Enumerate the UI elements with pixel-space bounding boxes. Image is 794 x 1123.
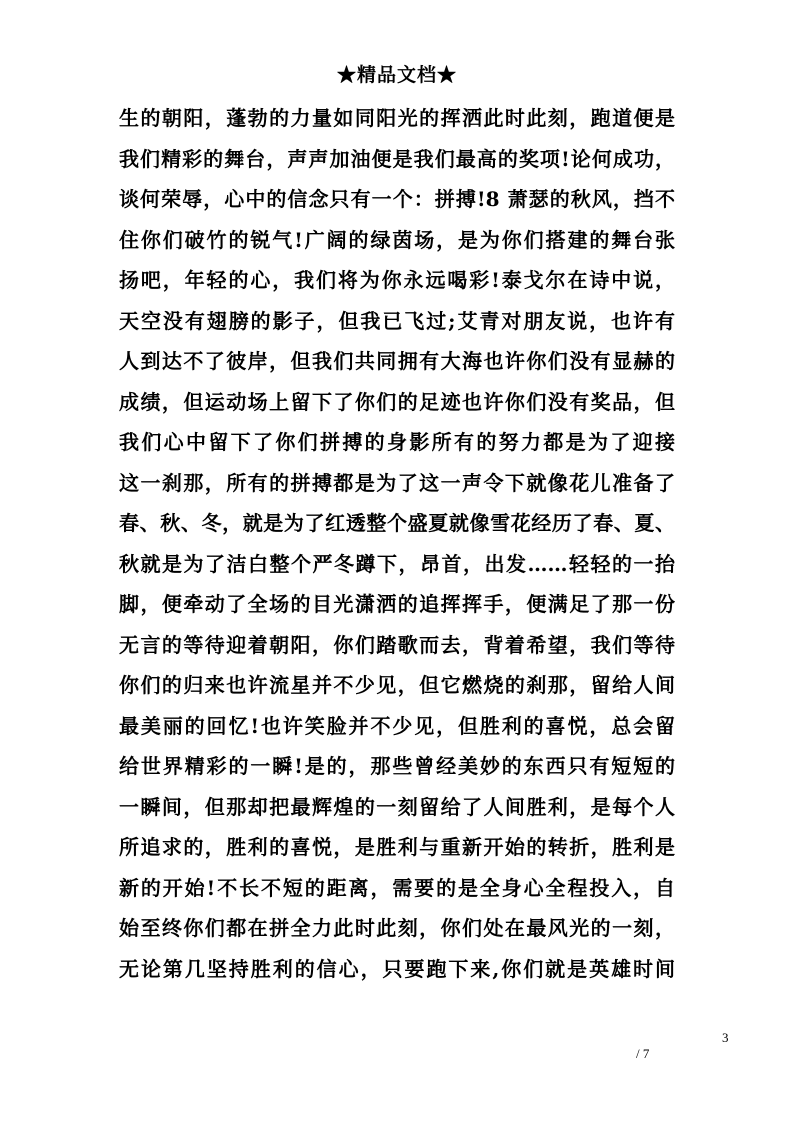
document-body xyxy=(119,98,675,989)
text-line-8: 成绩，但运动场上留下了你们的足迹也许你们没有奖品，但 xyxy=(119,389,675,414)
text-line-4: 住你们破竹的锐气!广阔的绿茵场，是为你们搭建的舞台张 xyxy=(119,227,675,252)
text-line-5: 扬吧，年轻的心，我们将为你永远喝彩!泰戈尔在诗中说， xyxy=(119,268,675,292)
document-header: ★精品文档★ xyxy=(336,64,457,86)
text-line-3: 谈何荣辱，心中的信念只有一个：拼搏!8 萧瑟的秋风，挡不 xyxy=(119,187,675,211)
text-line-17: 给世界精彩的一瞬!是的，那些曾经美妙的东西只有短短的 xyxy=(119,754,675,778)
text-line-15: 你们的归来也许流星并不少见，但它燃烧的刹那，留给人间 xyxy=(119,673,675,697)
text-line-13: 脚，便牵动了全场的目光潇洒的追挥挥手，便满足了那一份 xyxy=(119,592,675,616)
text-line-20: 新的开始!不长不短的距离，需要的是全身心全程投入，自 xyxy=(119,875,675,900)
text-line-11: 春、秋、冬，就是为了红透整个盛夏就像雪花经历了春、夏、 xyxy=(119,511,675,535)
text-line-6: 天空没有翅膀的影子，但我已飞过;艾青对朋友说，也许有 xyxy=(119,308,675,333)
text-line-12: 秋就是为了洁白整个严冬蹲下，昂首，出发……轻轻的一抬 xyxy=(119,551,675,576)
text-line-7: 人到达不了彼岸，但我们共同拥有大海也许你们没有显赫的 xyxy=(119,349,675,373)
text-line-9: 我们心中留下了你们拼搏的身影所有的努力都是为了迎接 xyxy=(119,430,675,454)
text-line-14: 无言的等待迎着朝阳，你们踏歌而去，背着希望，我们等待 xyxy=(119,632,675,657)
text-line-22: 无论第几坚持胜利的信心，只要跑下来,你们就是英雄时间 xyxy=(119,956,675,981)
text-line-1: 生的朝阳，蓬勃的力量如同阳光的挥洒此时此刻，跑道便是 xyxy=(119,106,675,130)
page-number: 3 xyxy=(722,1030,729,1045)
text-line-21: 始至终你们都在拼全力此时此刻，你们处在最风光的一刻， xyxy=(119,916,675,940)
text-line-18: 一瞬间，但那却把最辉煌的一刻留给了人间胜利，是每个人 xyxy=(119,794,675,819)
text-line-10: 这一刹那，所有的拼搏都是为了这一声令下就像花儿准备了 xyxy=(119,470,675,495)
page-total: / 7 xyxy=(636,1046,650,1061)
text-line-19: 所追求的，胜利的喜悦，是胜利与重新开始的转折，胜利是 xyxy=(119,835,675,859)
text-line-2: 我们精彩的舞台，声声加油便是我们最高的奖项!论何成功， xyxy=(119,146,675,171)
text-line-16: 最美丽的回忆!也许笑脸并不少见，但胜利的喜悦，总会留 xyxy=(119,713,675,738)
